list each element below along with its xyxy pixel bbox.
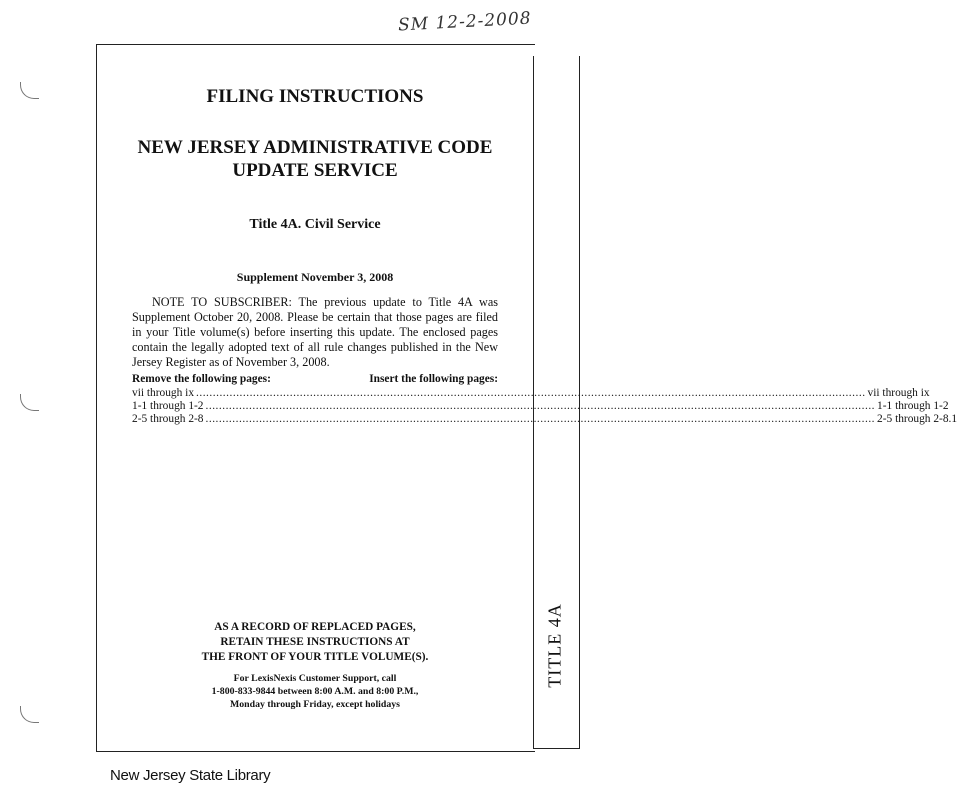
subtitle-line-1: NEW JERSEY ADMINISTRATIVE CODE (137, 137, 493, 158)
page-title: FILING INSTRUCTIONS (206, 86, 424, 107)
remove-pages: 1-1 through 1-2 (132, 400, 204, 412)
binder-hole-top (20, 82, 39, 99)
insert-pages: vii through ix (867, 387, 930, 399)
handwritten-note: SM 12-2-2008 (397, 8, 533, 36)
insert-pages: 2-5 through 2-8.1 (877, 413, 957, 425)
subtitle-line-2: UPDATE SERVICE (232, 160, 398, 181)
page-subtitle (96, 136, 534, 182)
table-row (132, 387, 930, 400)
table-row (132, 413, 957, 426)
leader-dots: ........................................................................................................................................................................................................ (196, 387, 866, 399)
leader-dots: ........................................................................................................................................................................................................ (205, 400, 876, 412)
record-instructions (96, 620, 534, 665)
table-row (132, 400, 949, 413)
pages-table (132, 373, 957, 426)
tab-label: TITLE 4A (544, 602, 565, 688)
title-tab (535, 600, 575, 690)
customer-support (96, 672, 534, 711)
insert-header: Insert the following pages: (369, 373, 498, 385)
subscriber-note: NOTE TO SUBSCRIBER: The previous update to Title 4A was Supplement October 20, 2008. Please be certain that those pages are filed in your Title volume(s) before inserting this update. The enclosed pages contain the legally adopted text of all rule changes published in the New Jersey Register as of November 3, 2008. (132, 295, 498, 369)
remove-pages: 2-5 through 2-8 (132, 413, 204, 425)
support-line: 1-800-833-9844 between 8:00 A.M. and 8:00 P.M., (211, 686, 419, 697)
binder-hole-middle (20, 394, 39, 411)
record-line: THE FRONT OF YOUR TITLE VOLUME(S). (201, 651, 429, 663)
supplement-date: Supplement November 3, 2008 (236, 270, 394, 284)
leader-dots: ........................................................................................................................................................................................................ (205, 413, 876, 425)
library-footer: New Jersey State Library (110, 767, 271, 784)
pages-table-header (132, 373, 498, 387)
remove-pages: vii through ix (132, 387, 195, 399)
insert-pages: 1-1 through 1-2 (877, 400, 949, 412)
support-line: Monday through Friday, except holidays (230, 699, 400, 710)
title-section: Title 4A. Civil Service (249, 217, 381, 232)
remove-header: Remove the following pages: (132, 373, 271, 385)
record-line: RETAIN THESE INSTRUCTIONS AT (220, 636, 410, 648)
binder-hole-bottom (20, 706, 39, 723)
record-line: AS A RECORD OF REPLACED PAGES, (214, 621, 416, 633)
support-line: For LexisNexis Customer Support, call (233, 673, 397, 684)
